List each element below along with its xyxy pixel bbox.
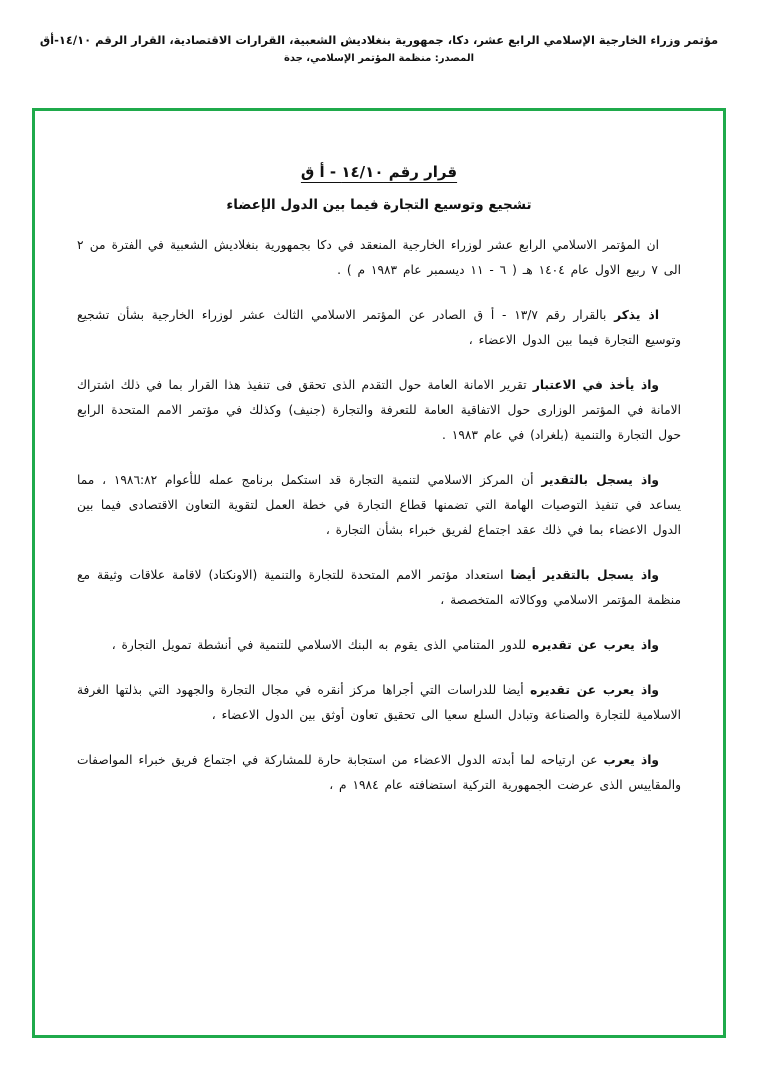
paragraph-taking-note	[77, 373, 681, 448]
paragraph-text: ان المؤتمر الاسلامي الرابع عشر لوزراء الخارجية المنعقد في دكا بجمهورية بنغلاديش الشعبية في الفترة من ٢ الى ٧ ربيع الاول عام ١٤٠٤ هـ ( ٦ - ١١ ديسمبر عام ١٩٨٣ م ) .	[77, 238, 681, 278]
paragraph-lead: واذ يعرب عن تقديره	[531, 638, 659, 653]
paragraph-text: عن ارتياحه لما أبدته الدول الاعضاء من استجابة حارة للمشاركة في اجتماع فريق خبراء المواصفات والمقاييس الذى عرضت الجمهورية التركية استضافته عام ١٩٨٤ م ،	[77, 753, 681, 793]
paragraph-preamble	[77, 233, 681, 283]
paragraph-lead: واذ يأخذ في الاعتبار	[532, 378, 659, 393]
page-header	[0, 32, 758, 67]
paragraph-expresses-appreciation-2	[77, 678, 681, 728]
paragraph-lead: واذ يسجل بالتقدير أيضا	[510, 568, 659, 583]
paragraph-expresses-satisfaction	[77, 748, 681, 798]
paragraph-text: أيضا للدراسات التي أجراها مركز أنقره في مجال التجارة والجهود التي بذلتها الغرفة الاسلامية للتجارة والصناعة وتبادل السلع سعيا الى تحقيق تعاون أوثق بين الدول الاعضاء ،	[77, 683, 681, 723]
resolution-title: تشجيع وتوسيع التجارة فيما بين الدول الإعضاء	[226, 197, 532, 213]
header-conference-line: مؤتمر وزراء الخارجية الإسلامي الرابع عشر، دكا، جمهورية بنغلاديش الشعبية، القرارات الاقتصادية، القرار الرقم ١٤/١٠-أق	[39, 33, 719, 47]
paragraph-lead: واذ يعرب عن تقديره	[530, 683, 659, 698]
paragraph-recalling	[77, 303, 681, 353]
paragraph-lead: واذ يسجل بالتقدير	[541, 473, 659, 488]
paragraph-text: تقرير الامانة العامة حول التقدم الذى تحقق فى تنفيذ هذا القرار بما في ذلك اشتراك الامانة في المؤتمر الوزارى حول الاتفاقية العامة للتعرفة والتجارة (جنيف) وكذلك في مؤتمر الامم المتحدة الرابع حول التجارة والتنمية (بلغراد) في عام ١٩٨٣ .	[77, 378, 681, 443]
paragraph-text: للدور المتنامي الذى يقوم به البنك الاسلامي للتنمية في أنشطة تمويل التجارة ،	[111, 638, 532, 653]
document-frame	[32, 108, 726, 1038]
paragraph-text: بالقرار رقم ١٣/٧ - أ ق الصادر عن المؤتمر الاسلامي الثالث عشر لوزراء الخارجية بشأن تشجيع وتوسيع التجارة فيما بين الدول الاعضاء ،	[77, 308, 681, 348]
paragraph-lead: واذ يعرب	[603, 753, 659, 768]
resolution-number: قرار رقم ١٤/١٠ - أ ق	[300, 163, 458, 181]
paragraph-text: استعداد مؤتمر الامم المتحدة للتجارة والتنمية (الاونكتاد) لاقامة علاقات وثيقة مع منظمة المؤتمر الاسلامي ووكالاته المتخصصة ،	[77, 568, 681, 608]
header-source-line: المصدر: منظمة المؤتمر الإسلامي، جدة	[283, 53, 475, 65]
paragraph-notes-with-appreciation-1	[77, 468, 681, 543]
paragraph-expresses-appreciation-1	[77, 633, 681, 658]
document-body	[35, 111, 723, 830]
paragraph-notes-with-appreciation-2	[77, 563, 681, 613]
paragraph-lead: اذ يذكر	[614, 308, 659, 323]
paragraph-text: أن المركز الاسلامي لتنمية التجارة قد استكمل برنامج عمله للأعوام ١٩٨٦:٨٢ ، مما يساعد في تنفيذ التوصيات الهامة التي تضمنها قطاع التجارة في خطة العمل لتقوية التعاون الاقتصادى فيما بين الدول الاعضاء بما في ذلك عقد اجتماع لفريق خبراء بشأن التجارة ،	[77, 473, 681, 538]
